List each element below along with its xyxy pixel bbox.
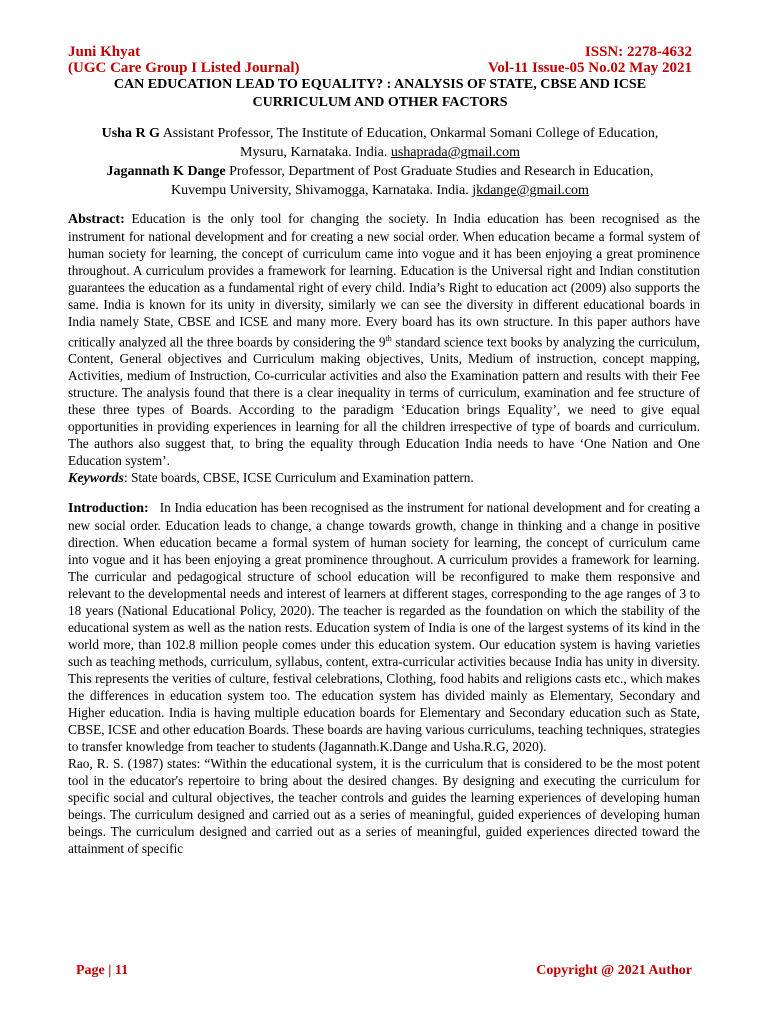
author-1-affiliation-a: Assistant Professor, The Institute of Education, Onkarmal Somani College of Education,	[162, 126, 659, 141]
abstract-text-2: standard science text books by analyzing the curriculum, Content, General objectives and Curriculum making objectives, Units, Medium of instruction, concept mapping, Activities, medium of Instruction, Co-curricular activities and also the Examination pattern and results with their Fee structure. The analysis found that there is a clear inequality in terms of curriculum, examination and fee structure of these three types of Boards. According to the paradigm ‘Education brings Equality’, we need to give equal opportunities in providing experiences in learning for all the children irrespective of type of boards and curriculum. The authors also suggest that, to bring the equality through Education India needs to have ‘One Nation and One Education system’.	[68, 334, 700, 469]
header-row-1	[68, 44, 692, 61]
volume-issue: Vol-11 Issue-05 No.02 May 2021	[487, 60, 692, 76]
issn: ISSN: 2278-4632	[584, 44, 692, 60]
paper-title	[68, 76, 692, 112]
keywords-label: Keywords	[68, 471, 124, 487]
author-2	[68, 162, 692, 181]
paper-body	[68, 210, 700, 857]
author-2-affiliation-b: Kuvempu University, Shivamogga, Karnataka. India.	[171, 183, 469, 198]
introduction-para2: Rao, R. S. (1987) states: “Within the educational system, it is the curriculum that is considered to be the most potent tool in the educator's repertoire to bring about the desired changes. By designing and executing the curriculum for specific social and cultural objectives, the teacher controls and guides the learning experiences of developing human beings. The curriculum designed and carried out as a series of meaningful, guided experiences of developing human beings. The curriculum designed and carried out as a series of meaningful, guided experiences directed toward the attainment of specific	[68, 756, 700, 857]
page-number: Page | 11	[76, 963, 129, 978]
keywords-paragraph	[68, 469, 700, 487]
title-line-2: CURRICULUM AND OTHER FACTORS	[252, 95, 508, 110]
footer	[76, 963, 692, 979]
journal-name: Juni Khyat	[68, 44, 141, 60]
introduction-paragraph	[68, 499, 700, 755]
author-1-affiliation-b: Mysuru, Karnataka. India.	[240, 145, 388, 160]
ugc-listing: (UGC Care Group I Listed Journal)	[68, 60, 300, 76]
title-line-1: CAN EDUCATION LEAD TO EQUALITY? : ANALYSIS OF STATE, CBSE AND ICSE	[113, 77, 647, 92]
abstract-superscript: th	[385, 334, 392, 343]
author-1-email[interactable]: ushaprada@gmail.com	[390, 145, 520, 160]
author-2-line-2	[68, 181, 692, 200]
author-2-name: Jagannath K Dange	[106, 164, 226, 179]
author-block	[68, 124, 692, 200]
introduction-text: In India education has been recognised as the instrument for national development and for creating a new social order. Education leads to change, a change towards growth, change in thinking and a change in positive direction. When education became a formal system of human society for learning, the concept of curriculum came into vogue and it has been enjoying a great prominence throughout. A curriculum provides a framework for learning. The curricular and pedagogical structure of school education will be reconfigured to make them responsive and relevant to the developmental needs and interest of learners at different stages, corresponding to the age ranges of 3 to 18 years (National Educational Policy, 2020). The teacher is regarded as the foundation on which the stability of the educational system as well as the nation rests. Education system of India is one of the largest systems of its kind in the world more, than 102.8 million people comes under this education system. Our education system is having varieties such as teaching methods, curriculum, syllabus, content, extra-curricular activities because India has unity in diversity. This represents the verities of culture, festival celebrations, Clothing, food habits and religions casts etc., which makes the differences in education system too. The education system has divided mainly as Elementary, Secondary and Higher education. India is having multiple education boards for Elementary and Secondary education such as State, CBSE, ICSE and other education Boards. These boards are having various curriculums, teaching techniques, strategies to transfer knowledge from teacher to students (Jagannath.K.Dange and Usha.R.G, 2020).	[68, 500, 700, 755]
introduction-label: Introduction:	[68, 501, 149, 517]
author-2-affiliation-a: Professor, Department of Post Graduate Studies and Research in Education,	[229, 164, 654, 179]
author-1-line-2	[68, 143, 692, 162]
abstract-text-1: Education is the only tool for changing the society. In India education has been recognised as the instrument for national development and for creating a new social order. When education became a formal system of human society for learning, the concept of curriculum came into vogue and it has been enjoying a great prominence throughout. A curriculum provides a framework for learning. Education is the Universal right and Indian constitution guarantees the education as a fundamental right of every child. India’s Right to education act (2009) also supports the same. India is known for its unity in diversity, similarly we can see the diversity in different educational boards in India namely State, CBSE and ICSE and many more. Every board has its own structure. In this paper authors have critically analyzed all the three boards by considering the 9	[68, 211, 701, 350]
abstract-label: Abstract:	[68, 212, 125, 227]
header-row-2	[68, 60, 692, 77]
copyright: Copyright @ 2021 Author	[536, 963, 692, 978]
author-1	[68, 124, 692, 143]
introduction-paragraph-2	[68, 755, 700, 857]
author-1-name: Usha R G	[101, 126, 160, 141]
section-gap	[68, 487, 700, 499]
abstract-paragraph	[68, 210, 700, 469]
author-2-email[interactable]: jkdange@gmail.com	[472, 183, 589, 198]
keywords-text: : State boards, CBSE, ICSE Curriculum and Examination pattern.	[124, 470, 474, 486]
